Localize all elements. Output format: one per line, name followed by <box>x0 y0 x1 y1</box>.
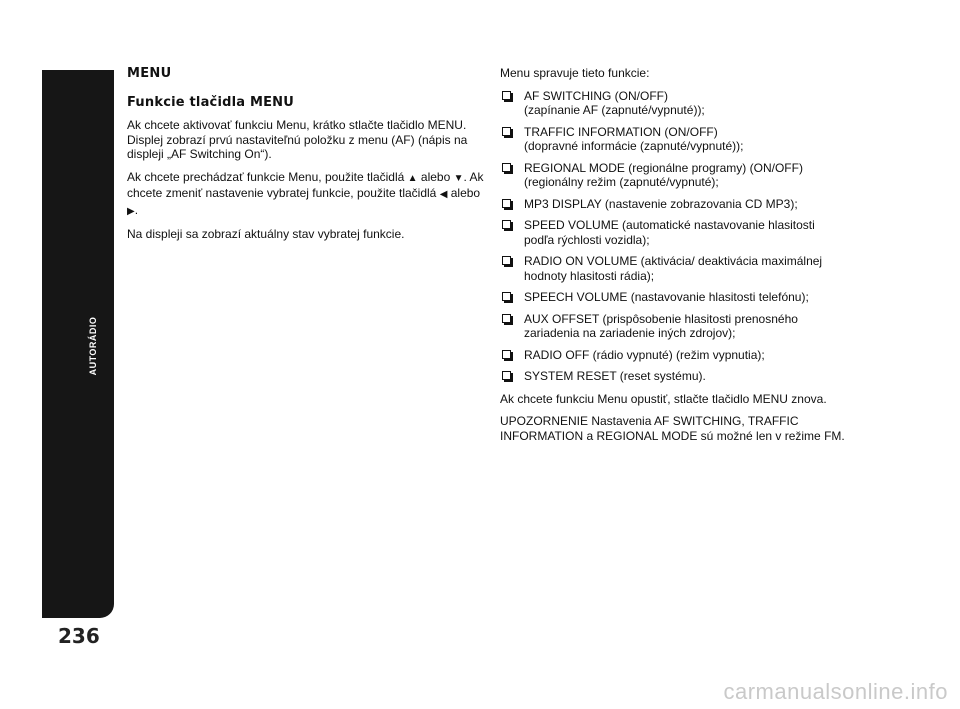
list-item <box>500 89 860 118</box>
list-item-main: AF SWITCHING (ON/OFF) <box>524 88 668 103</box>
list-item-main: MP3 DISPLAY (nastavenie zobrazovania CD MP3); <box>524 196 798 211</box>
list-item-sub: hodnoty hlasitosti rádia); <box>524 268 655 283</box>
paragraph-navigate-text-d: alebo <box>450 186 481 200</box>
arrow-up-icon: ▲ <box>407 172 418 184</box>
arrow-right-icon: ▶ <box>127 205 135 217</box>
list-item-main: SYSTEM RESET (reset systému). <box>524 369 706 383</box>
side-tab <box>42 70 114 618</box>
menu-intro: Menu spravuje tieto funkcie: <box>500 66 650 80</box>
paragraph-navigate-text-c: . Ak chcete zmeniť nastavenie vybratej funkcie, použite tlačidlá <box>127 169 484 200</box>
list-item <box>500 290 860 305</box>
list-item <box>500 312 860 341</box>
list-item-main: RADIO ON VOLUME (aktivácia/ deaktivácia maximálnej <box>524 254 823 268</box>
right-column <box>500 66 860 451</box>
list-item-main: AUX OFFSET (prispôsobenie hlasitosti prenosného <box>524 311 798 326</box>
checkbox-bullet-icon <box>502 127 511 136</box>
exit-instruction: Ak chcete funkciu Menu opustiť, stlačte tlačidlo MENU znova. <box>500 391 827 406</box>
paragraph-status: Na displeji sa zobrazí aktuálny stav vybratej funkcie. <box>127 227 405 241</box>
page-number: 236 <box>58 624 100 648</box>
warning-note: UPOZORNENIE Nastavenia AF SWITCHING, TRAFFIC INFORMATION a REGIONAL MODE sú možné len v režime FM. <box>500 414 845 443</box>
watermark: carmanualsonline.info <box>723 679 948 704</box>
checkbox-bullet-icon <box>502 256 511 265</box>
list-item-sub: (zapínanie AF (zapnuté/vypnuté)); <box>524 103 705 117</box>
checkbox-bullet-icon <box>502 91 511 100</box>
list-item <box>500 254 860 283</box>
section-subtitle: Funkcie tlačidla MENU <box>127 95 295 110</box>
checkbox-bullet-icon <box>502 199 511 208</box>
checkbox-bullet-icon <box>502 314 511 323</box>
list-item <box>500 197 860 212</box>
section-title: MENU <box>127 66 172 81</box>
list-item <box>500 218 860 247</box>
menu-function-list <box>500 89 860 384</box>
paragraph-navigate-text-e: . <box>134 202 139 217</box>
list-item <box>500 125 860 154</box>
section-label: AUTORÁDIO <box>88 316 98 376</box>
list-item <box>500 369 860 384</box>
arrow-down-icon: ▼ <box>453 172 464 184</box>
paragraph-navigate <box>127 170 487 220</box>
list-item-sub: (regionálny režim (zapnuté/vypnuté); <box>524 175 719 189</box>
checkbox-bullet-icon <box>502 220 511 229</box>
list-item-main: TRAFFIC INFORMATION (ON/OFF) <box>524 124 718 139</box>
list-item-main: SPEED VOLUME (automatické nastavovanie hlasitosti <box>524 218 815 232</box>
list-item-main: SPEECH VOLUME (nastavovanie hlasitosti telefónu); <box>524 290 809 304</box>
checkbox-bullet-icon <box>502 371 511 380</box>
left-column <box>127 66 487 250</box>
checkbox-bullet-icon <box>502 350 511 359</box>
paragraph-navigate-text-b: alebo <box>420 169 451 184</box>
list-item <box>500 161 860 190</box>
paragraph-activate: Ak chcete aktivovať funkciu Menu, krátko stlačte tlačidlo MENU. Displej zobrazí prvú nastaviteľnú položku z menu (AF) (nápis na displeji „AF Switching On“). <box>127 118 468 161</box>
list-item-main: REGIONAL MODE (regionálne programy) (ON/OFF) <box>524 160 803 175</box>
checkbox-bullet-icon <box>502 163 511 172</box>
list-item-sub: (dopravné informácie (zapnuté/vypnuté)); <box>524 139 744 153</box>
checkbox-bullet-icon <box>502 292 511 301</box>
list-item <box>500 348 860 363</box>
list-item-main: RADIO OFF (rádio vypnuté) (režim vypnutia); <box>524 347 765 362</box>
arrow-left-icon: ◀ <box>439 189 448 200</box>
list-item-sub: podľa rýchlosti vozidla); <box>524 232 650 247</box>
list-item-sub: zariadenia na zariadenie iných zdrojov); <box>524 326 736 340</box>
paragraph-navigate-text-a: Ak chcete prechádzať funkcie Menu, použite tlačidlá <box>127 169 405 184</box>
